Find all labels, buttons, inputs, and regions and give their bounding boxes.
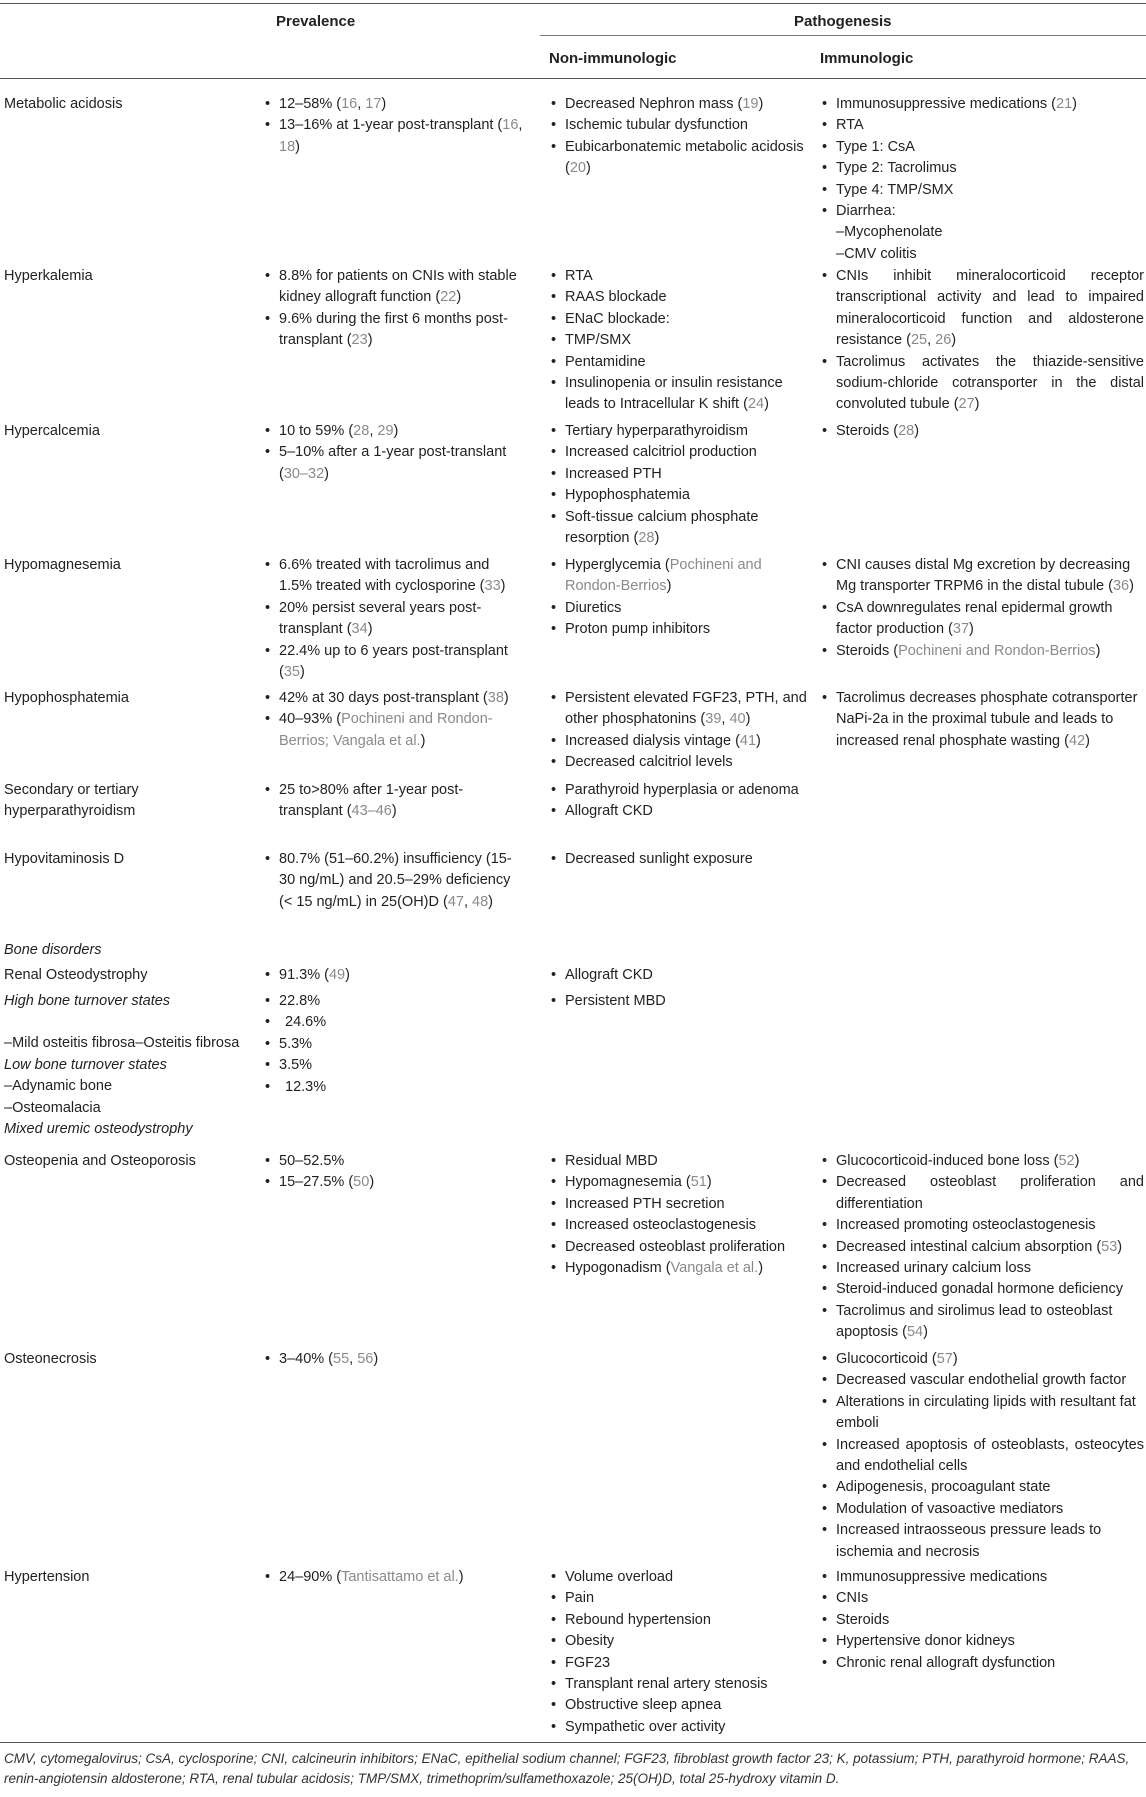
list-item: • Alterations in circulating lipids with resultant fat emboli <box>820 1392 1144 1435</box>
header-pathogenesis: Pathogenesis <box>794 13 892 30</box>
list-item: • Obstructive sleep apnea <box>549 1695 809 1716</box>
list-item: • 91.3% (49) <box>263 965 525 986</box>
list-item: • Parathyroid hyperplasia or adenoma <box>549 780 809 801</box>
list-item: • Immunosuppressive medications (21) <box>820 94 1144 115</box>
list-item: • Hypogonadism (Vangala et al.) <box>549 1258 809 1279</box>
list-item: • Type 1: CsA <box>820 137 1144 158</box>
list-item: • CNIs inhibit mineralocorticoid receptor transcriptional activity and lead to impaired mineralocorticoid function and aldosterone resistance (25, 26) <box>820 266 1144 352</box>
list-item: • Eubicarbonatemic metabolic acidosis (20) <box>549 137 809 180</box>
immunologic-list <box>820 94 1144 265</box>
condition-label: Hypovitaminosis D <box>4 851 125 867</box>
list-item: • Increased intraosseous pressure leads to ischemia and necrosis <box>820 1520 1144 1563</box>
condition-label: Hypophosphatemia <box>4 690 129 706</box>
list-item: • Soft-tissue calcium phosphate resorption (28) <box>549 507 809 550</box>
list-item: • Hypomagnesemia (51) <box>549 1172 809 1193</box>
list-item: • 42% at 30 days post-transplant (38) <box>263 688 525 709</box>
prevalence-list <box>263 780 525 823</box>
immunologic-list <box>820 1349 1144 1563</box>
list-item: • Decreased Nephron mass (19) <box>549 94 809 115</box>
turnover-label: –Adynamic bone <box>4 1078 113 1095</box>
list-item: • 50–52.5% <box>263 1151 525 1172</box>
list-item: • Hyperglycemia (Pochineni and Rondon-Berrios) <box>549 555 809 598</box>
list-item: • Decreased sunlight exposure <box>549 849 809 870</box>
prevalence-list <box>263 1349 525 1370</box>
list-subitem: –Mycophenolate <box>836 224 943 241</box>
list-item: • Chronic renal allograft dysfunction <box>820 1653 1144 1674</box>
list-item: • Glucocorticoid (57) <box>820 1349 1144 1370</box>
turnover-label: High bone turnover states <box>4 993 171 1009</box>
list-item: • Sympathetic over activity <box>549 1717 809 1738</box>
list-item: • Increased urinary calcium loss <box>820 1258 1144 1279</box>
list-item: • Tacrolimus decreases phosphate cotransporter NaPi-2a in the proximal tubule and leads to increased renal phosphate wasting (42) <box>820 688 1144 752</box>
top-rule <box>0 3 1146 4</box>
non-immunologic-list <box>549 421 809 549</box>
non-immunologic-list <box>549 991 809 1012</box>
non-immunologic-list <box>549 1567 809 1738</box>
list-item: • Steroid-induced gonadal hormone deficiency <box>820 1279 1144 1300</box>
prevalence-list <box>263 849 525 913</box>
list-item: • Tertiary hyperparathyroidism <box>549 421 809 442</box>
turnover-label: Mixed uremic osteodystrophy <box>4 1121 193 1138</box>
list-item: • 80.7% (51–60.2%) insufficiency (15-30 ng/mL) and 20.5–29% deficiency (< 15 ng/mL) in 25(OH)D (47, 48) <box>263 849 525 913</box>
immunologic-list <box>820 1151 1144 1344</box>
header-prevalence: Prevalence <box>276 13 356 30</box>
list-item: • CNI causes distal Mg excretion by decreasing Mg transporter TRPM6 in the distal tubule (36) <box>820 555 1144 598</box>
list-item: • 25 to>80% after 1-year post-transplant (43–46) <box>263 780 525 823</box>
list-item: • TMP/SMX <box>549 330 809 351</box>
non-immunologic-list <box>549 688 809 774</box>
list-item: • 3–40% (55, 56) <box>263 1349 525 1370</box>
list-item: • Ischemic tubular dysfunction <box>549 115 809 136</box>
list-item: • Steroids <box>820 1610 1144 1631</box>
turnover-label: Low bone turnover states <box>4 1056 167 1073</box>
section-label: Bone disorders <box>4 942 102 958</box>
list-item: • Adipogenesis, procoagulant state <box>820 1477 1144 1498</box>
list-item: • CNIs <box>820 1588 1144 1609</box>
list-item: • Pentamidine <box>549 352 809 373</box>
non-immunologic-list <box>549 94 809 180</box>
condition-label: Osteopenia and Osteoporosis <box>4 1153 196 1169</box>
list-item: • Increased PTH <box>549 464 809 485</box>
list-item: • 22.8% <box>263 991 525 1012</box>
list-item: • Immunosuppressive medications <box>820 1567 1144 1588</box>
table-footnote: CMV, cytomegalovirus; CsA, cyclosporine; CNI, calcineurin inhibitors; ENaC, epithelial sodium channel; FGF23, fibroblast growth factor 23; K, potassium; PTH, parathyroid hormone; RAAS, renin-angiotensin aldosterone; RTA, renal tubular acidosis; TMP/SMX, trimethoprim/sulfamethoxazole; 25(OH)D, total 25-hydroxy vitamin D. <box>4 1751 1130 1786</box>
pathogenesis-rule <box>540 35 1146 36</box>
prevalence-list <box>263 991 525 1098</box>
list-item: • Increased osteoclastogenesis <box>549 1215 809 1236</box>
list-item: • Modulation of vasoactive mediators <box>820 1499 1144 1520</box>
list-item: • Increased dialysis vintage (41) <box>549 731 809 752</box>
list-item: • 5.3% <box>263 1034 525 1055</box>
list-item: • Increased apoptosis of osteoblasts, osteocytes and endothelial cells <box>820 1435 1144 1478</box>
list-item: • ENaC blockade: <box>549 309 809 330</box>
list-item: • Decreased intestinal calcium absorption (53) <box>820 1237 1144 1258</box>
prevalence-list <box>263 555 525 683</box>
list-item: • Insulinopenia or insulin resistance leads to Intracellular K shift (24) <box>549 373 809 416</box>
list-item: • Proton pump inhibitors <box>549 619 809 640</box>
condition-label: Secondary or tertiary hyperparathyroidism <box>4 782 139 820</box>
list-item: • Rebound hypertension <box>549 1610 809 1631</box>
immunologic-list <box>820 555 1144 662</box>
prevalence-list <box>263 421 525 485</box>
list-item: • 6.6% treated with tacrolimus and 1.5% treated with cyclosporine (33) <box>263 555 525 598</box>
list-item: • Steroids (Pochineni and Rondon-Berrios) <box>820 641 1144 662</box>
list-item: • Decreased vascular endothelial growth factor <box>820 1370 1144 1391</box>
list-item: • Type 4: TMP/SMX <box>820 180 1144 201</box>
non-immunologic-list <box>549 1151 809 1279</box>
list-item: • Type 2: Tacrolimus <box>820 158 1144 179</box>
prevalence-list <box>263 266 525 352</box>
condition-label: Renal Osteodystrophy <box>4 967 148 983</box>
prevalence-list <box>263 1151 525 1194</box>
header-bottom-rule <box>0 78 1146 79</box>
turnover-label: –Osteomalacia <box>4 1099 101 1116</box>
list-item: • RAAS blockade <box>549 287 809 308</box>
condition-label: Hypertension <box>4 1569 90 1585</box>
list-item: • Hypophosphatemia <box>549 485 809 506</box>
condition-label: Hyperkalemia <box>4 268 93 284</box>
list-item: • 15–27.5% (50) <box>263 1172 525 1193</box>
list-item: • Diarrhea: <box>820 201 1144 222</box>
non-immunologic-list <box>549 555 809 641</box>
prevalence-list <box>263 965 525 986</box>
list-item: • Increased PTH secretion <box>549 1194 809 1215</box>
list-item: • Decreased calcitriol levels <box>549 752 809 773</box>
list-item: • CsA downregulates renal epidermal growth factor production (37) <box>820 598 1144 641</box>
prevalence-list <box>263 1567 525 1588</box>
list-item: • Tacrolimus activates the thiazide-sensitive sodium-chloride cotransporter in the distal convoluted tubule (27) <box>820 352 1144 416</box>
list-item: • Residual MBD <box>549 1151 809 1172</box>
list-item: • 22.4% up to 6 years post-transplant (35) <box>263 641 525 684</box>
condition-label: Hypercalcemia <box>4 423 100 439</box>
list-item: • RTA <box>820 115 1144 136</box>
header-immunologic: Immunologic <box>820 50 914 67</box>
list-item: • Persistent MBD <box>549 991 809 1012</box>
condition-label: Hypomagnesemia <box>4 557 121 573</box>
turnover-labels <box>4 991 259 1140</box>
immunologic-list <box>820 421 1144 442</box>
immunologic-list <box>820 1567 1144 1674</box>
immunologic-list <box>820 266 1144 416</box>
list-item: • Diuretics <box>549 598 809 619</box>
list-item: • Decreased osteoblast proliferation and differentiation <box>820 1172 1144 1215</box>
list-item: • Allograft CKD <box>549 801 809 822</box>
list-item: • Decreased osteoblast proliferation <box>549 1237 809 1258</box>
spacer <box>4 1012 259 1033</box>
list-item: • Increased calcitriol production <box>549 442 809 463</box>
list-item: • 10 to 59% (28, 29) <box>263 421 525 442</box>
list-item: • Steroids (28) <box>820 421 1144 442</box>
condition-label: Osteonecrosis <box>4 1351 97 1367</box>
list-item: • 20% persist several years post-transplant (34) <box>263 598 525 641</box>
list-item: • 5–10% after a 1-year post-translant (30–32) <box>263 442 525 485</box>
list-item: • Volume overload <box>549 1567 809 1588</box>
non-immunologic-list <box>549 266 809 416</box>
list-item: • 40–93% (Pochineni and Rondon-Berrios; Vangala et al.) <box>263 709 525 752</box>
list-subitem: –CMV colitis <box>836 245 917 262</box>
list-item: • Obesity <box>549 1631 809 1652</box>
bottom-rule <box>0 1742 1146 1743</box>
non-immunologic-list <box>549 965 809 986</box>
list-item: • 8.8% for patients on CNIs with stable kidney allograft function (22) <box>263 266 525 309</box>
prevalence-list <box>263 94 525 158</box>
list-item: • 13–16% at 1-year post-transplant (16, 18) <box>263 115 525 158</box>
list-item: • Transplant renal artery stenosis <box>549 1674 809 1695</box>
non-immunologic-list <box>549 780 809 823</box>
list-item: • 24–90% (Tantisattamo et al.) <box>263 1567 525 1588</box>
list-item: • Persistent elevated FGF23, PTH, and other phosphatonins (39, 40) <box>549 688 809 731</box>
immunologic-list <box>820 688 1144 752</box>
list-item: • Glucocorticoid-induced bone loss (52) <box>820 1151 1144 1172</box>
list-item: • Increased promoting osteoclastogenesis <box>820 1215 1144 1236</box>
list-item: • Hypertensive donor kidneys <box>820 1631 1144 1652</box>
list-item: • 12.3% <box>263 1077 525 1098</box>
list-item: • 12–58% (16, 17) <box>263 94 525 115</box>
list-item: • 24.6% <box>263 1012 525 1033</box>
list-item: • Pain <box>549 1588 809 1609</box>
condition-label: Metabolic acidosis <box>4 96 123 112</box>
list-item: • Allograft CKD <box>549 965 809 986</box>
list-item: • Tacrolimus and sirolimus lead to osteoblast apoptosis (54) <box>820 1301 1144 1344</box>
header-non-immunologic: Non-immunologic <box>549 50 677 67</box>
turnover-label: –Mild osteitis fibrosa–Osteitis fibrosa <box>4 1035 240 1052</box>
list-item: • 9.6% during the first 6 months post-transplant (23) <box>263 309 525 352</box>
non-immunologic-list <box>549 849 809 870</box>
prevalence-list <box>263 688 525 752</box>
list-item: • RTA <box>549 266 809 287</box>
list-item: • 3.5% <box>263 1055 525 1076</box>
list-item: • FGF23 <box>549 1653 809 1674</box>
